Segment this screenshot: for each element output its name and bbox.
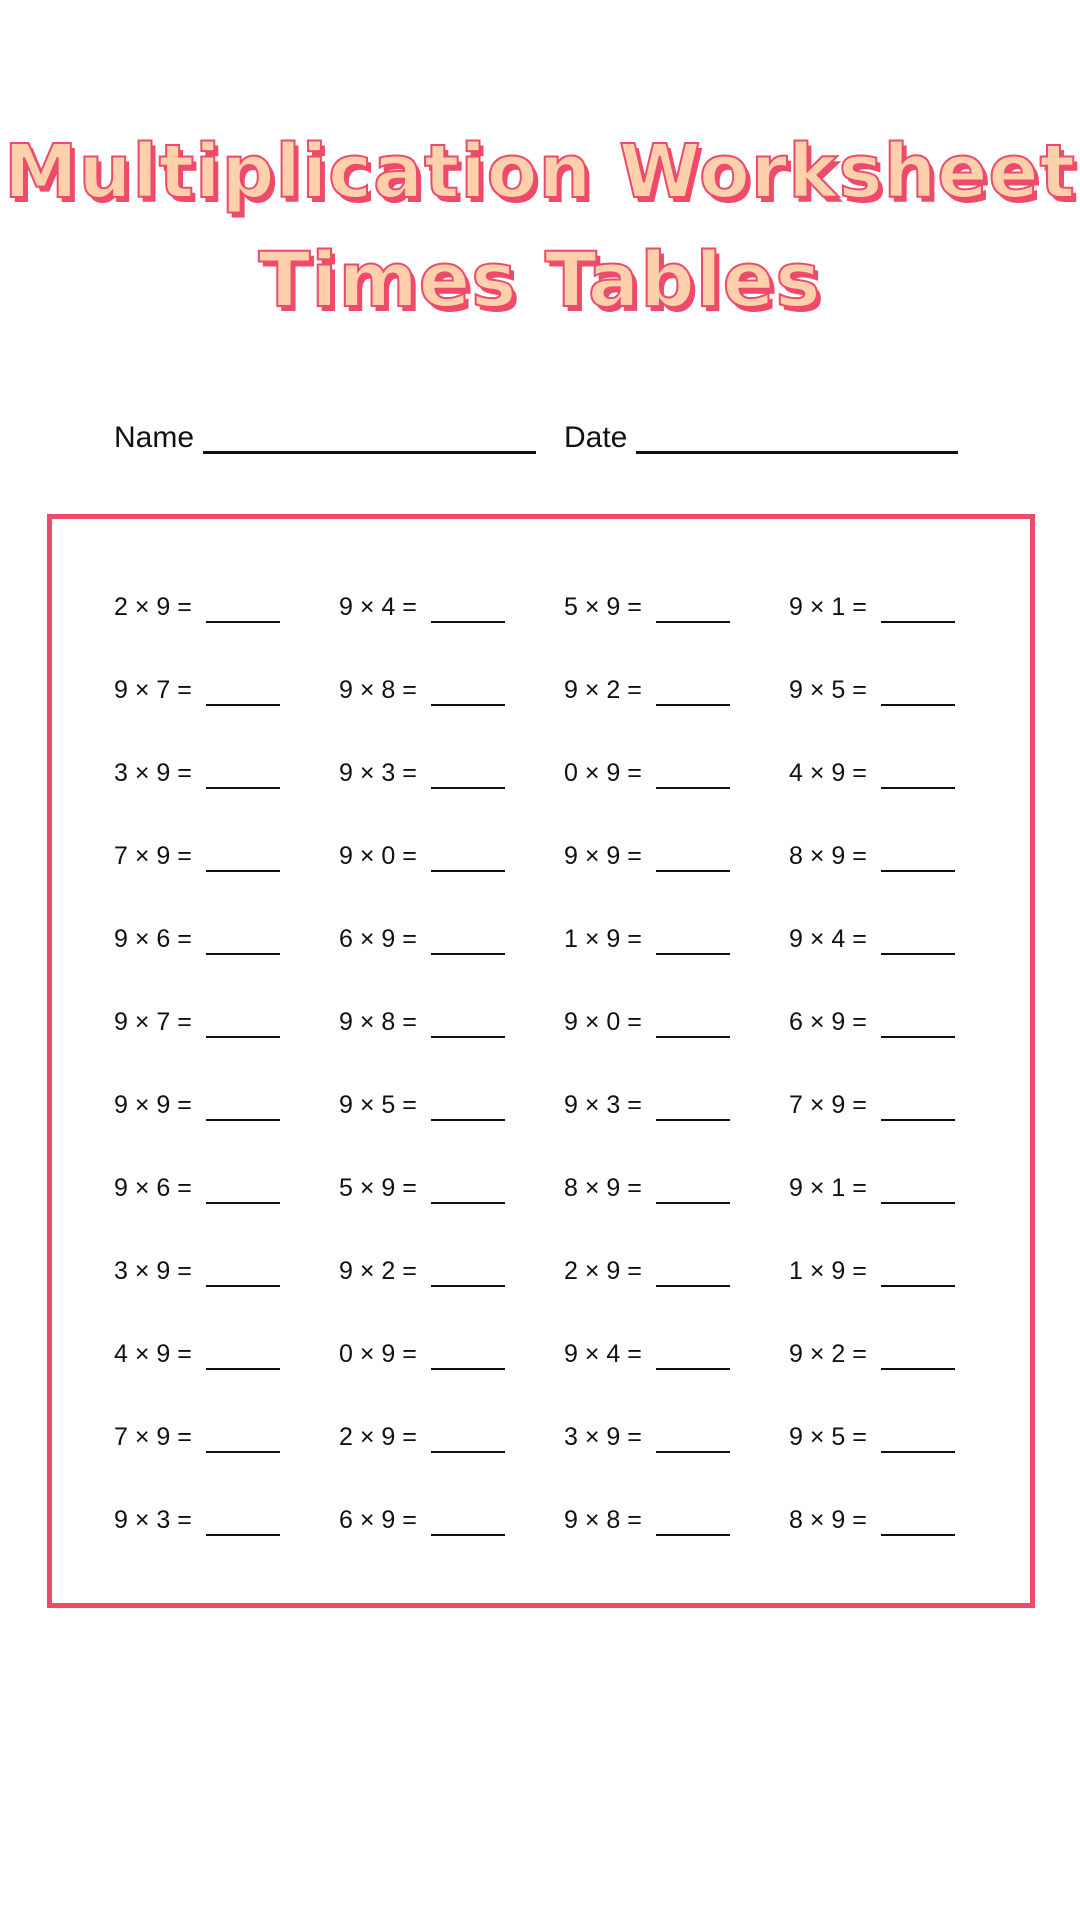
answer-blank[interactable] <box>881 953 955 955</box>
answer-blank[interactable] <box>881 870 955 872</box>
problem-item <box>114 1420 339 1503</box>
answer-blank[interactable] <box>431 870 505 872</box>
problem-item <box>114 1005 339 1088</box>
answer-blank[interactable] <box>881 1119 955 1121</box>
problem-item <box>339 1503 564 1586</box>
problem-expression: 6 × 9 = <box>789 1008 867 1036</box>
answer-blank[interactable] <box>881 1534 955 1536</box>
problem-expression: 4 × 9 = <box>114 1340 192 1368</box>
problem-expression: 9 × 3 = <box>339 759 417 787</box>
answer-blank[interactable] <box>206 1285 280 1287</box>
answer-blank[interactable] <box>656 1534 730 1536</box>
answer-blank[interactable] <box>206 1119 280 1121</box>
problem-item <box>789 1254 1014 1337</box>
problem-expression: 7 × 9 = <box>789 1091 867 1119</box>
problem-item <box>339 1254 564 1337</box>
problem-expression: 8 × 9 = <box>789 1506 867 1534</box>
problem-expression: 9 × 5 = <box>339 1091 417 1119</box>
answer-blank[interactable] <box>656 953 730 955</box>
problem-expression: 7 × 9 = <box>114 1423 192 1451</box>
problem-expression: 9 × 0 = <box>564 1008 642 1036</box>
problem-expression: 9 × 8 = <box>339 1008 417 1036</box>
answer-blank[interactable] <box>656 870 730 872</box>
answer-blank[interactable] <box>206 1534 280 1536</box>
problem-expression: 2 × 9 = <box>114 593 192 621</box>
answer-blank[interactable] <box>881 1451 955 1453</box>
problem-item <box>114 1088 339 1171</box>
answer-blank[interactable] <box>431 1368 505 1370</box>
answer-blank[interactable] <box>656 1202 730 1204</box>
problem-item <box>789 756 1014 839</box>
answer-blank[interactable] <box>431 1451 505 1453</box>
problem-expression: 9 × 6 = <box>114 925 192 953</box>
answer-blank[interactable] <box>206 953 280 955</box>
problem-expression: 5 × 9 = <box>564 593 642 621</box>
answer-blank[interactable] <box>206 1368 280 1370</box>
problem-expression: 7 × 9 = <box>114 842 192 870</box>
problem-expression: 9 × 5 = <box>789 1423 867 1451</box>
problem-expression: 3 × 9 = <box>114 759 192 787</box>
answer-blank[interactable] <box>206 870 280 872</box>
problem-expression: 9 × 2 = <box>564 676 642 704</box>
problem-expression: 9 × 4 = <box>564 1340 642 1368</box>
answer-blank[interactable] <box>656 1451 730 1453</box>
problem-item <box>564 1005 789 1088</box>
problem-expression: 9 × 9 = <box>114 1091 192 1119</box>
problem-grid <box>114 590 954 1586</box>
problem-item <box>789 1088 1014 1171</box>
problem-item <box>339 839 564 922</box>
problem-expression: 9 × 7 = <box>114 1008 192 1036</box>
problem-expression: 3 × 9 = <box>114 1257 192 1285</box>
problem-expression: 9 × 3 = <box>564 1091 642 1119</box>
problem-item <box>114 922 339 1005</box>
problem-item <box>789 1420 1014 1503</box>
answer-blank[interactable] <box>656 621 730 623</box>
problem-item <box>339 1005 564 1088</box>
problem-expression: 6 × 9 = <box>339 1506 417 1534</box>
student-info-fields <box>114 418 954 458</box>
answer-blank[interactable] <box>881 1368 955 1370</box>
answer-blank[interactable] <box>431 1202 505 1204</box>
problem-item <box>789 590 1014 673</box>
problem-item <box>564 1171 789 1254</box>
problem-item <box>564 590 789 673</box>
problem-expression: 6 × 9 = <box>339 925 417 953</box>
problem-expression: 9 × 4 = <box>339 593 417 621</box>
title-line-2: Times Tables <box>258 235 822 324</box>
problem-item <box>789 922 1014 1005</box>
problem-item <box>339 922 564 1005</box>
problem-expression: 9 × 7 = <box>114 676 192 704</box>
problem-item <box>114 1337 339 1420</box>
title-line-1: Multiplication Worksheet <box>4 129 1076 215</box>
answer-blank[interactable] <box>431 1534 505 1536</box>
answer-blank[interactable] <box>656 1119 730 1121</box>
problem-expression: 9 × 4 = <box>789 925 867 953</box>
problem-item <box>564 839 789 922</box>
problem-item <box>339 1420 564 1503</box>
problem-expression: 8 × 9 = <box>789 842 867 870</box>
problem-item <box>564 1088 789 1171</box>
answer-blank[interactable] <box>206 704 280 706</box>
answer-blank[interactable] <box>881 1202 955 1204</box>
problem-item <box>114 1254 339 1337</box>
answer-blank[interactable] <box>656 1036 730 1038</box>
problem-item <box>114 756 339 839</box>
answer-blank[interactable] <box>431 704 505 706</box>
answer-blank[interactable] <box>206 787 280 789</box>
answer-blank[interactable] <box>431 1285 505 1287</box>
name-label: Name <box>114 421 195 454</box>
answer-blank[interactable] <box>206 1036 280 1038</box>
problem-item <box>789 1171 1014 1254</box>
problem-item <box>789 673 1014 756</box>
problem-item <box>114 839 339 922</box>
problem-expression: 9 × 1 = <box>789 593 867 621</box>
answer-blank[interactable] <box>206 1202 280 1204</box>
answer-blank[interactable] <box>431 621 505 623</box>
problem-item <box>339 1337 564 1420</box>
problem-expression: 9 × 9 = <box>564 842 642 870</box>
problem-item <box>564 673 789 756</box>
problem-expression: 5 × 9 = <box>339 1174 417 1202</box>
problem-expression: 0 × 9 = <box>564 759 642 787</box>
answer-blank[interactable] <box>431 953 505 955</box>
answer-blank[interactable] <box>431 787 505 789</box>
problem-expression: 4 × 9 = <box>789 759 867 787</box>
problem-expression: 9 × 2 = <box>789 1340 867 1368</box>
problem-item <box>789 1337 1014 1420</box>
problem-expression: 2 × 9 = <box>339 1423 417 1451</box>
problem-item <box>114 673 339 756</box>
problem-expression: 9 × 8 = <box>339 676 417 704</box>
problem-item <box>789 1503 1014 1586</box>
problem-expression: 9 × 6 = <box>114 1174 192 1202</box>
problem-item <box>564 1420 789 1503</box>
problem-expression: 1 × 9 = <box>564 925 642 953</box>
worksheet-title <box>0 118 1080 334</box>
date-field[interactable] <box>636 451 958 454</box>
problem-item <box>114 1171 339 1254</box>
problem-expression: 9 × 3 = <box>114 1506 192 1534</box>
answer-blank[interactable] <box>206 1451 280 1453</box>
answer-blank[interactable] <box>881 1036 955 1038</box>
answer-blank[interactable] <box>656 1285 730 1287</box>
problem-item <box>564 1337 789 1420</box>
problem-expression: 3 × 9 = <box>564 1423 642 1451</box>
problem-expression: 1 × 9 = <box>789 1257 867 1285</box>
answer-blank[interactable] <box>656 1368 730 1370</box>
problem-item <box>339 1088 564 1171</box>
problem-item <box>564 1503 789 1586</box>
answer-blank[interactable] <box>881 704 955 706</box>
problem-item <box>114 590 339 673</box>
problem-expression: 0 × 9 = <box>339 1340 417 1368</box>
problem-expression: 8 × 9 = <box>564 1174 642 1202</box>
answer-blank[interactable] <box>431 1036 505 1038</box>
problem-item <box>564 1254 789 1337</box>
problem-expression: 9 × 1 = <box>789 1174 867 1202</box>
answer-blank[interactable] <box>431 1119 505 1121</box>
problem-item <box>339 756 564 839</box>
answer-blank[interactable] <box>656 704 730 706</box>
problem-item <box>339 673 564 756</box>
problem-item <box>114 1503 339 1586</box>
problem-item <box>564 922 789 1005</box>
answer-blank[interactable] <box>656 787 730 789</box>
answer-blank[interactable] <box>881 1285 955 1287</box>
problem-expression: 9 × 5 = <box>789 676 867 704</box>
problem-item <box>564 756 789 839</box>
problem-expression: 2 × 9 = <box>564 1257 642 1285</box>
problem-item <box>339 1171 564 1254</box>
problem-expression: 9 × 2 = <box>339 1257 417 1285</box>
name-field[interactable] <box>203 451 536 454</box>
date-label: Date <box>564 421 628 454</box>
answer-blank[interactable] <box>881 787 955 789</box>
answer-blank[interactable] <box>881 621 955 623</box>
answer-blank[interactable] <box>206 621 280 623</box>
problem-item <box>339 590 564 673</box>
problem-expression: 9 × 0 = <box>339 842 417 870</box>
problem-item <box>789 1005 1014 1088</box>
problem-expression: 9 × 8 = <box>564 1506 642 1534</box>
problem-item <box>789 839 1014 922</box>
